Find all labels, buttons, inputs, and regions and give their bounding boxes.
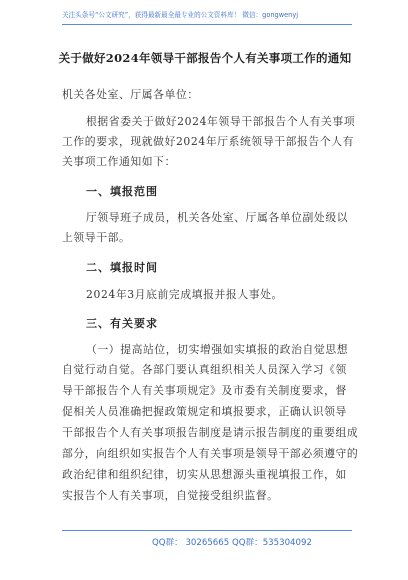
section-line: 部分，向组织如实报告个人有关事项是领导干部必须遵守的 <box>62 447 359 460</box>
intro-line: 关事项工作通知如下： <box>62 155 176 168</box>
section-line: 厅领导班子成员，机关各处室、厅属各单位副处级以 <box>86 211 349 224</box>
section-line: 促相关人员准确把握政策规定和填报要求，正确认识领导 <box>62 405 347 418</box>
intro-line: 工作的要求，现就做好2024年厅系统领导干部报告个人有 <box>62 135 355 148</box>
footer-qq-group-1: QQ群： 30265665 <box>152 538 230 548</box>
document-title: 关于做好2024年领导干部报告个人有关事项工作的通知 <box>58 51 352 65</box>
section-line: 政治纪律和组织纪律，切实从思想源头重视填报工作，如 <box>62 468 347 481</box>
section-heading-time: 二、填报时间 <box>86 261 158 274</box>
section-heading-scope: 一、填报范围 <box>86 185 158 198</box>
footer-qq-group-2: QQ群：535304092 <box>232 538 312 548</box>
salutation: 机关各处室、厅属各单位： <box>62 88 199 101</box>
section-line: 上领导干部。 <box>62 231 131 244</box>
footer-divider <box>62 530 352 531</box>
section-line: （一）提高站位，切实增强如实填报的政治自觉思想 <box>86 343 349 356</box>
section-heading-requirements: 三、有关要求 <box>86 317 158 330</box>
header-divider <box>62 24 352 25</box>
section-line: 自觉行动自觉。各部门要认真组织相关人员深入学习《领 <box>62 363 347 376</box>
section-line: 2024年3月底前完成填报并报人事处。 <box>86 288 283 301</box>
section-line: 导干部报告个人有关事项规定》及市委有关制度要求，督 <box>62 384 347 397</box>
intro-line: 根据省委关于做好2024年领导干部报告个人有关事项 <box>86 115 356 128</box>
header-notice: 关注头条号“公文研究”，获得最新最全最专业的公文资料库！ 微信：gongwenyj <box>62 11 299 19</box>
section-line: 干部报告个人有关事项报告制度是请示报告制度的重要组成 <box>62 426 359 439</box>
section-line: 实报告个人有关事项，自觉接受组织监督。 <box>62 489 279 502</box>
